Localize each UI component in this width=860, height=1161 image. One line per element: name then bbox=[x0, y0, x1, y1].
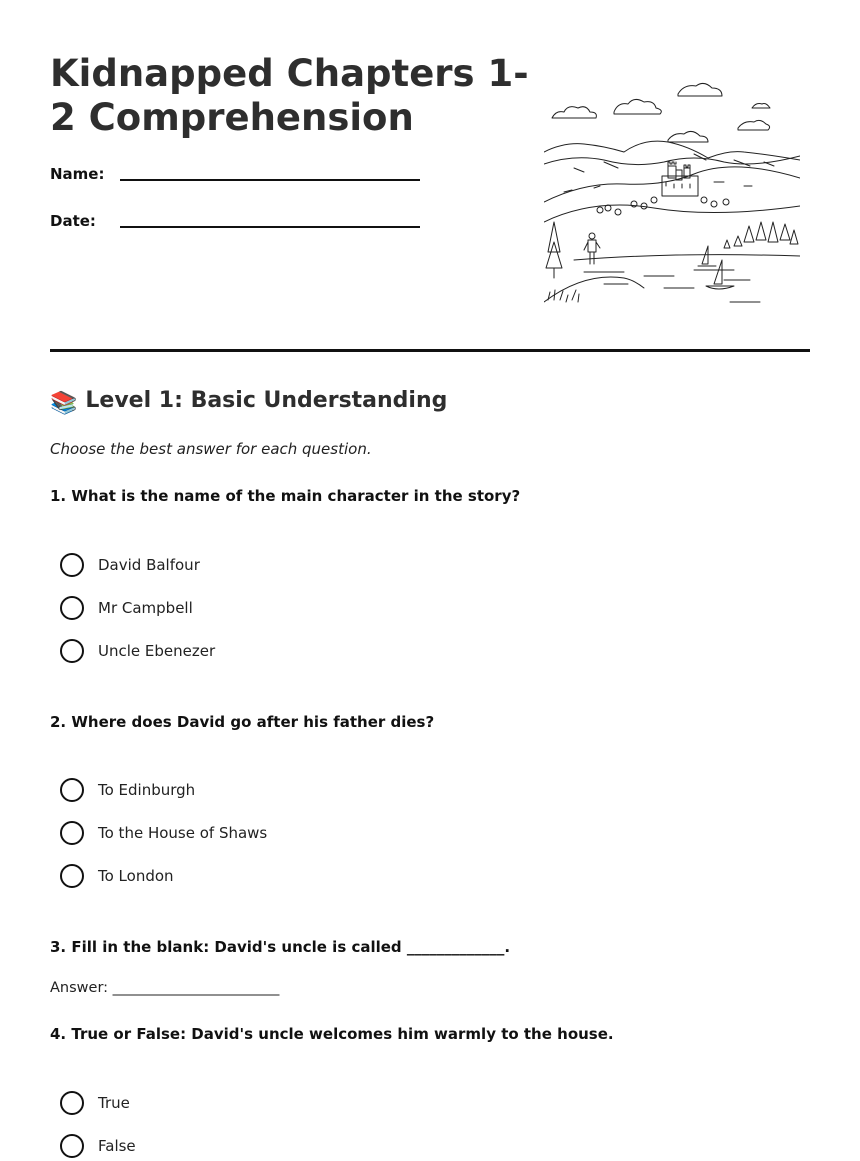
radio-button[interactable] bbox=[60, 1091, 84, 1115]
date-line[interactable] bbox=[120, 226, 420, 228]
question-4-option-false[interactable] bbox=[60, 1133, 136, 1159]
radio-button[interactable] bbox=[60, 639, 84, 663]
question-2: 2. Where does David go after his father dies? bbox=[50, 713, 435, 731]
option-label: True bbox=[98, 1094, 130, 1112]
option-label: To the House of Shaws bbox=[98, 824, 268, 842]
question-3-answer-field[interactable]: Answer: _______________________ bbox=[50, 980, 280, 996]
section-divider bbox=[50, 349, 810, 352]
question-3: 3. Fill in the blank: David's uncle is called _____________. bbox=[50, 938, 511, 956]
worksheet-title: Kidnapped Chapters 1-2 Comprehension bbox=[50, 52, 529, 139]
highland-landscape-illustration bbox=[544, 72, 800, 308]
name-field[interactable] bbox=[50, 165, 104, 183]
question-2-option-1[interactable] bbox=[60, 777, 195, 803]
option-label: Uncle Ebenezer bbox=[98, 642, 216, 660]
radio-button[interactable] bbox=[60, 821, 84, 845]
option-label: To Edinburgh bbox=[98, 781, 196, 799]
radio-button[interactable] bbox=[60, 553, 84, 577]
level1-heading bbox=[50, 388, 447, 416]
books-icon: 📚 bbox=[50, 391, 78, 416]
question-4-option-true[interactable] bbox=[60, 1090, 130, 1116]
level1-heading-text: Level 1: Basic Understanding bbox=[85, 388, 448, 413]
level1-instructions: Choose the best answer for each question. bbox=[50, 440, 372, 458]
question-2-option-3[interactable] bbox=[60, 863, 174, 889]
question-1: 1. What is the name of the main character in the story? bbox=[50, 487, 521, 505]
radio-button[interactable] bbox=[60, 596, 84, 620]
question-1-option-3[interactable] bbox=[60, 638, 215, 664]
question-4: 4. True or False: David's uncle welcomes him warmly to the house. bbox=[50, 1025, 614, 1043]
question-1-option-1[interactable] bbox=[60, 552, 200, 578]
date-field[interactable] bbox=[50, 212, 96, 230]
date-label: Date: bbox=[50, 212, 96, 230]
option-label: False bbox=[98, 1137, 136, 1155]
radio-button[interactable] bbox=[60, 778, 84, 802]
option-label: David Balfour bbox=[98, 556, 200, 574]
question-1-option-2[interactable] bbox=[60, 595, 193, 621]
name-line[interactable] bbox=[120, 179, 420, 181]
option-label: To London bbox=[98, 867, 174, 885]
question-2-option-2[interactable] bbox=[60, 820, 267, 846]
option-label: Mr Campbell bbox=[98, 599, 193, 617]
radio-button[interactable] bbox=[60, 1134, 84, 1158]
radio-button[interactable] bbox=[60, 864, 84, 888]
name-label: Name: bbox=[50, 165, 105, 183]
